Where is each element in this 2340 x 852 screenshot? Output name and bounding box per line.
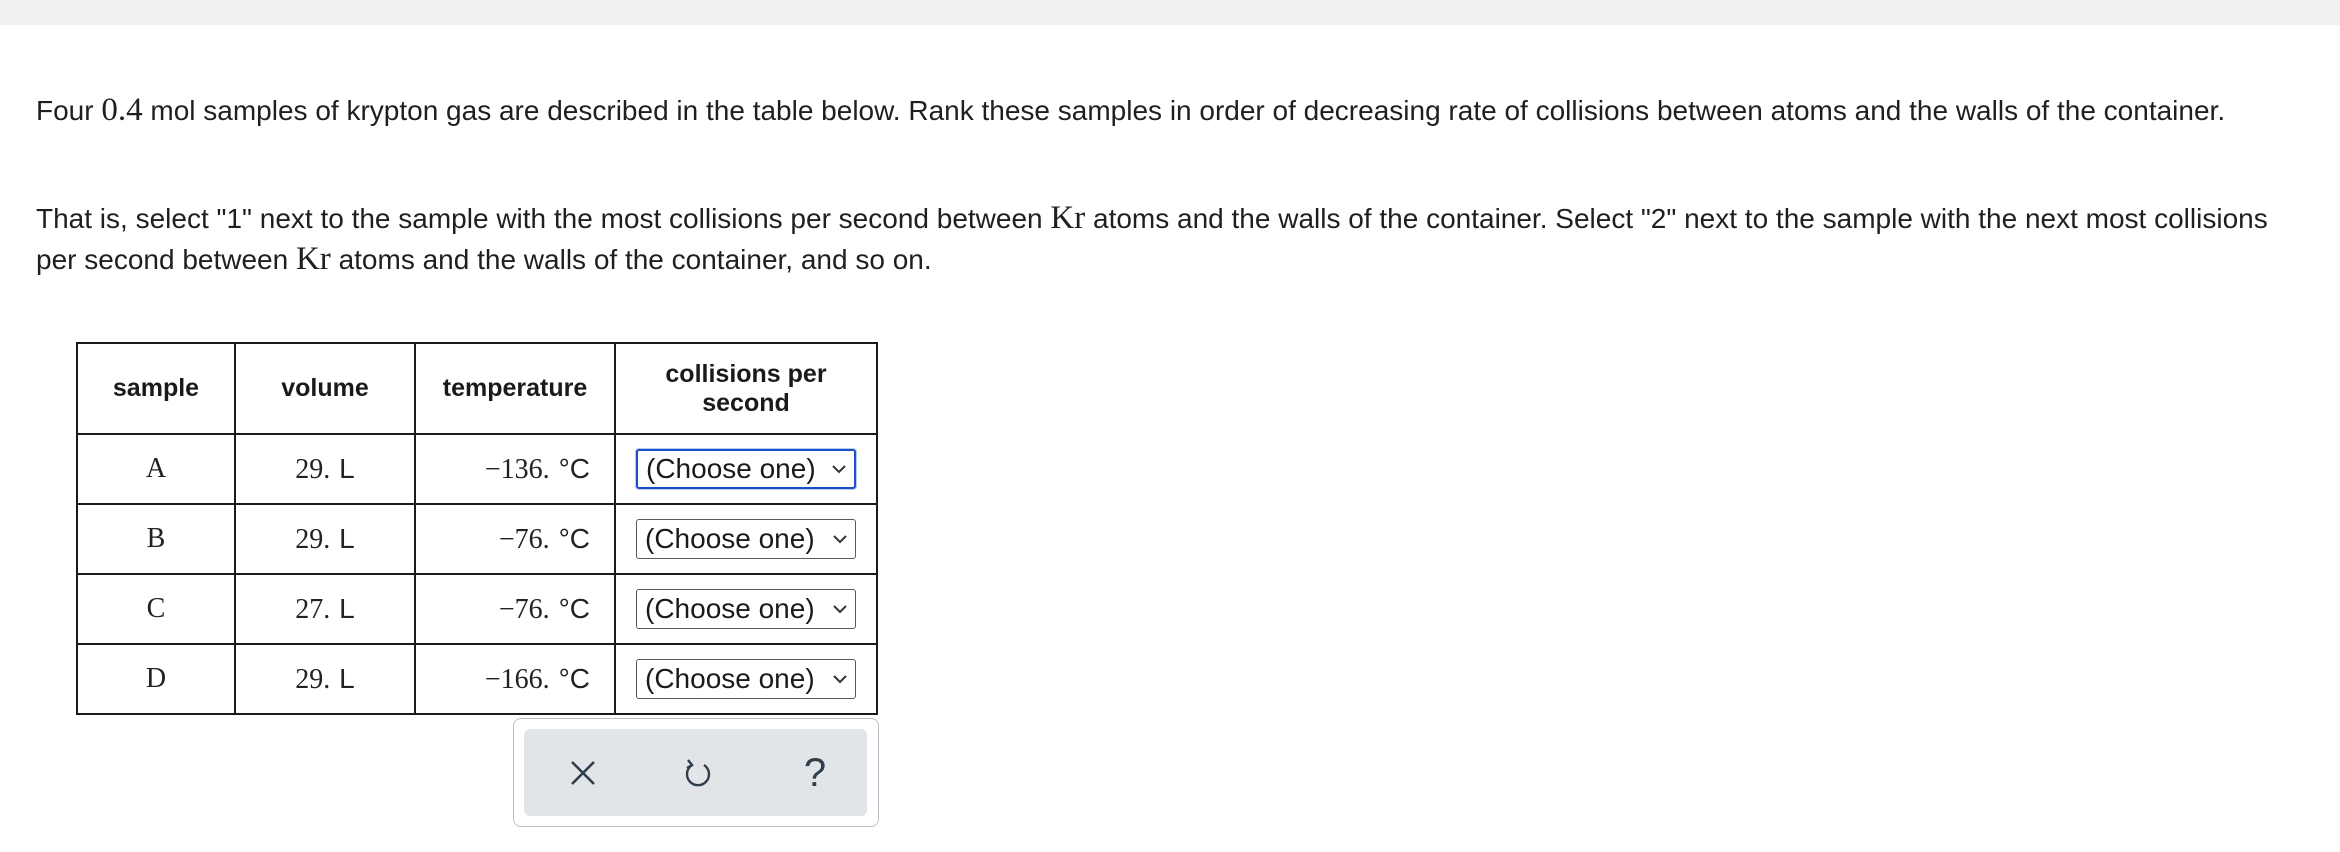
help-icon: ? — [803, 750, 827, 795]
rank-select-c[interactable] — [636, 589, 856, 629]
table-row — [77, 574, 877, 644]
temperature-unit: °C — [558, 592, 590, 624]
volume-unit: L — [339, 452, 355, 484]
sample-label: A — [77, 434, 235, 504]
volume-unit: L — [339, 662, 355, 694]
chevron-down-icon — [831, 533, 849, 545]
rank-select-value: (Choose one) — [645, 593, 815, 624]
temperature-unit: °C — [558, 662, 590, 694]
top-bar — [0, 0, 2340, 25]
text: atoms and the walls of the container. Select "2" next to the sample with the next most collisions per second between — [36, 203, 2268, 275]
volume-value: 29. — [295, 663, 331, 695]
sample-label: C — [77, 574, 235, 644]
table-header-row — [77, 343, 877, 434]
rank-select-a[interactable] — [636, 449, 856, 489]
rank-select-b[interactable] — [636, 519, 856, 559]
sample-label: B — [77, 504, 235, 574]
header-sample: sample — [77, 343, 235, 434]
collisions-cell — [615, 434, 877, 504]
math-symbol: Kr — [295, 241, 331, 277]
volume-value: 29. — [295, 453, 331, 485]
volume-cell — [235, 574, 415, 644]
temperature-cell — [415, 574, 615, 644]
close-icon — [568, 758, 598, 788]
table-row — [77, 504, 877, 574]
rank-select-value: (Choose one) — [645, 663, 815, 694]
volume-cell — [235, 434, 415, 504]
temperature-cell — [415, 644, 615, 714]
chevron-down-icon — [830, 463, 848, 475]
temperature-cell — [415, 504, 615, 574]
temperature-value: −76. — [498, 593, 550, 625]
rank-select-d[interactable] — [636, 659, 856, 699]
volume-value: 29. — [295, 523, 331, 555]
table-row — [77, 434, 877, 504]
clear-button[interactable] — [561, 751, 605, 795]
chevron-down-icon — [831, 673, 849, 685]
rank-select-value: (Choose one) — [645, 523, 815, 554]
temperature-value: −166. — [484, 663, 550, 695]
temperature-value: −136. — [484, 453, 550, 485]
collisions-cell — [615, 574, 877, 644]
samples-table — [76, 342, 878, 715]
collisions-cell — [615, 504, 877, 574]
chevron-down-icon — [831, 603, 849, 615]
temperature-unit: °C — [558, 452, 590, 484]
action-button-bar — [524, 729, 867, 816]
text: That is, select "1" next to the sample with the most collisions per second between — [36, 203, 1051, 234]
temperature-cell — [415, 434, 615, 504]
undo-icon — [681, 756, 715, 790]
header-temperature: temperature — [415, 343, 615, 434]
collisions-cell — [615, 644, 877, 714]
text: Four — [36, 95, 102, 126]
text: atoms and the walls of the container, and so on. — [330, 244, 932, 275]
math-value: 0.4 — [101, 92, 143, 128]
math-symbol: Kr — [1050, 200, 1086, 236]
question-paragraph-2 — [36, 198, 2306, 280]
volume-unit: L — [339, 522, 355, 554]
volume-cell — [235, 504, 415, 574]
sample-label: D — [77, 644, 235, 714]
temperature-value: −76. — [498, 523, 550, 555]
header-collisions — [615, 343, 877, 434]
answer-action-panel — [513, 718, 879, 827]
header-volume: volume — [235, 343, 415, 434]
header-collisions-label: collisions per second — [665, 359, 827, 417]
volume-cell — [235, 644, 415, 714]
rank-select-value: (Choose one) — [646, 453, 816, 484]
volume-unit: L — [339, 592, 355, 624]
table-row — [77, 644, 877, 714]
question-paragraph-1 — [36, 90, 2306, 131]
help-button[interactable] — [793, 751, 837, 795]
temperature-unit: °C — [558, 522, 590, 554]
volume-value: 27. — [295, 593, 331, 625]
text: mol samples of krypton gas are described in the table below. Rank these samples in order of decreasing rate of collisions between atoms and the walls of the container. — [142, 95, 2226, 126]
undo-button[interactable] — [676, 751, 720, 795]
